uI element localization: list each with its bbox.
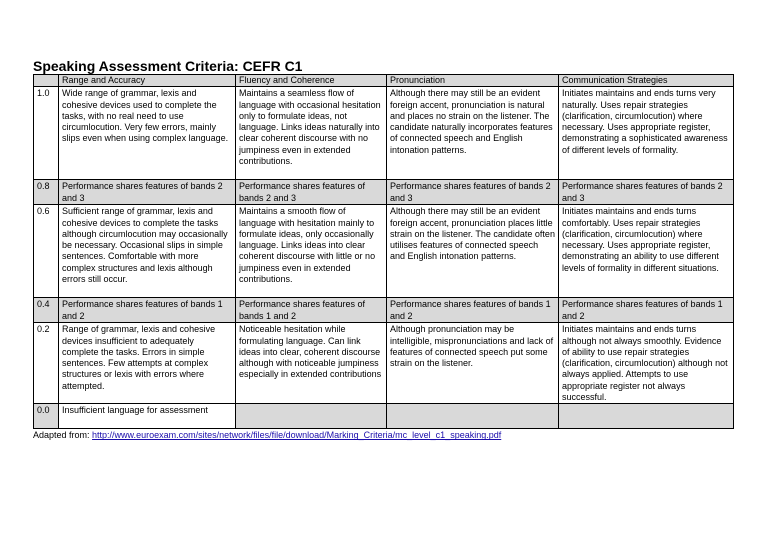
communication-strategies-cell: Performance shares features of bands 2 and 3: [559, 180, 734, 205]
table-row: [34, 205, 734, 298]
communication-strategies-cell: Performance shares features of bands 1 and 2: [559, 298, 734, 323]
table-header-row: [34, 75, 734, 87]
source-prefix: Adapted from:: [33, 430, 93, 441]
communication-strategies-cell: Initiates maintains and ends turns very naturally. Uses repair strategies (clarification, circumlocution) where necessary. Uses appropriate register, demonstrating a sophisticated awareness of different levels of formality.: [559, 87, 734, 180]
source-citation: [33, 430, 733, 441]
score-cell: 1.0: [34, 87, 59, 180]
pronunciation-cell: Although there may still be an evident foreign accent, pronunciation is natural and places no strain on the listener. The candidate naturally incorporates features of connected speech and English intonation patterns.: [387, 87, 559, 180]
range-accuracy-cell: Performance shares features of bands 1 and 2: [59, 298, 236, 323]
communication-strategies-cell: [559, 404, 734, 429]
table-row: [34, 180, 734, 205]
column-header-range-accuracy: Range and Accuracy: [59, 75, 236, 87]
score-cell: 0.6: [34, 205, 59, 298]
fluency-coherence-cell: Performance shares features of bands 2 and 3: [236, 180, 387, 205]
communication-strategies-cell: Initiates maintains and ends turns comfortably. Uses repair strategies (clarification, circumlocution) where necessary. Uses appropriate register, demonstrating an ability to use different levels of formality in different situations.: [559, 205, 734, 298]
document-page: [33, 58, 733, 441]
column-header-score: [34, 75, 59, 87]
fluency-coherence-cell: [236, 404, 387, 429]
table-row: [34, 323, 734, 404]
source-link[interactable]: http://www.euroexam.com/sites/network/files/file/download/Marking_Criteria/mc_level_c1_speaking.pdf: [92, 430, 502, 441]
fluency-coherence-cell: Performance shares features of bands 1 and 2: [236, 298, 387, 323]
table-row: [34, 298, 734, 323]
pronunciation-cell: Although pronunciation may be intelligible, mispronunciations and lack of features of connected speech put some strain on the listener.: [387, 323, 559, 404]
pronunciation-cell: [387, 404, 559, 429]
table-row: [34, 87, 734, 180]
pronunciation-cell: Performance shares features of bands 2 and 3: [387, 180, 559, 205]
column-header-fluency-coherence: Fluency and Coherence: [236, 75, 387, 87]
column-header-communication-strategies: Communication Strategies: [559, 75, 734, 87]
range-accuracy-cell: Range of grammar, lexis and cohesive devices insufficient to adequately complete the tasks. Errors in simple sentences. Few attempts at complex structures or lexis with errors where attempted.: [59, 323, 236, 404]
score-cell: 0.4: [34, 298, 59, 323]
pronunciation-cell: Although there may still be an evident foreign accent, pronunciation places little strain on the listener. The candidate often utilises features of connected speech and English intonation patterns.: [387, 205, 559, 298]
score-cell: 0.8: [34, 180, 59, 205]
score-cell: 0.2: [34, 323, 59, 404]
column-header-pronunciation: Pronunciation: [387, 75, 559, 87]
communication-strategies-cell: Initiates maintains and ends turns although not always smoothly. Evidence of ability to use repair strategies (clarification, circumlocution) although not always applied. Attempts to use appropriate register not always successful.: [559, 323, 734, 404]
fluency-coherence-cell: Noticeable hesitation while formulating language. Can link ideas into clear, coherent discourse although with noticeable jumpiness especially in extended contributions: [236, 323, 387, 404]
assessment-criteria-table: [33, 74, 734, 429]
score-cell: 0.0: [34, 404, 59, 429]
fluency-coherence-cell: Maintains a seamless flow of language with occasional hesitation only to formulate ideas, not language. Links ideas naturally into clear coherent discourse with no jumpiness even in extended contributions.: [236, 87, 387, 180]
range-accuracy-cell: Performance shares features of bands 2 and 3: [59, 180, 236, 205]
range-accuracy-cell: Insufficient language for assessment: [59, 404, 236, 429]
pronunciation-cell: Performance shares features of bands 1 and 2: [387, 298, 559, 323]
fluency-coherence-cell: Maintains a smooth flow of language with hesitation mainly to formulate ideas, only occasionally language. Links ideas into clear coherent discourse with little or no jumpiness even in extended contributions.: [236, 205, 387, 298]
range-accuracy-cell: Sufficient range of grammar, lexis and cohesive devices to complete the tasks although circumlocution may occasionally be necessary. Occasional slips in simple sentences. Comfortable with more complex structures and lexis although errors still occur.: [59, 205, 236, 298]
table-row: [34, 404, 734, 429]
range-accuracy-cell: Wide range of grammar, lexis and cohesive devices used to complete the tasks, with no real need to use circumlocution. Very few errors, mainly slips even when using complex language.: [59, 87, 236, 180]
document-title: Speaking Assessment Criteria: CEFR C1: [33, 58, 303, 74]
